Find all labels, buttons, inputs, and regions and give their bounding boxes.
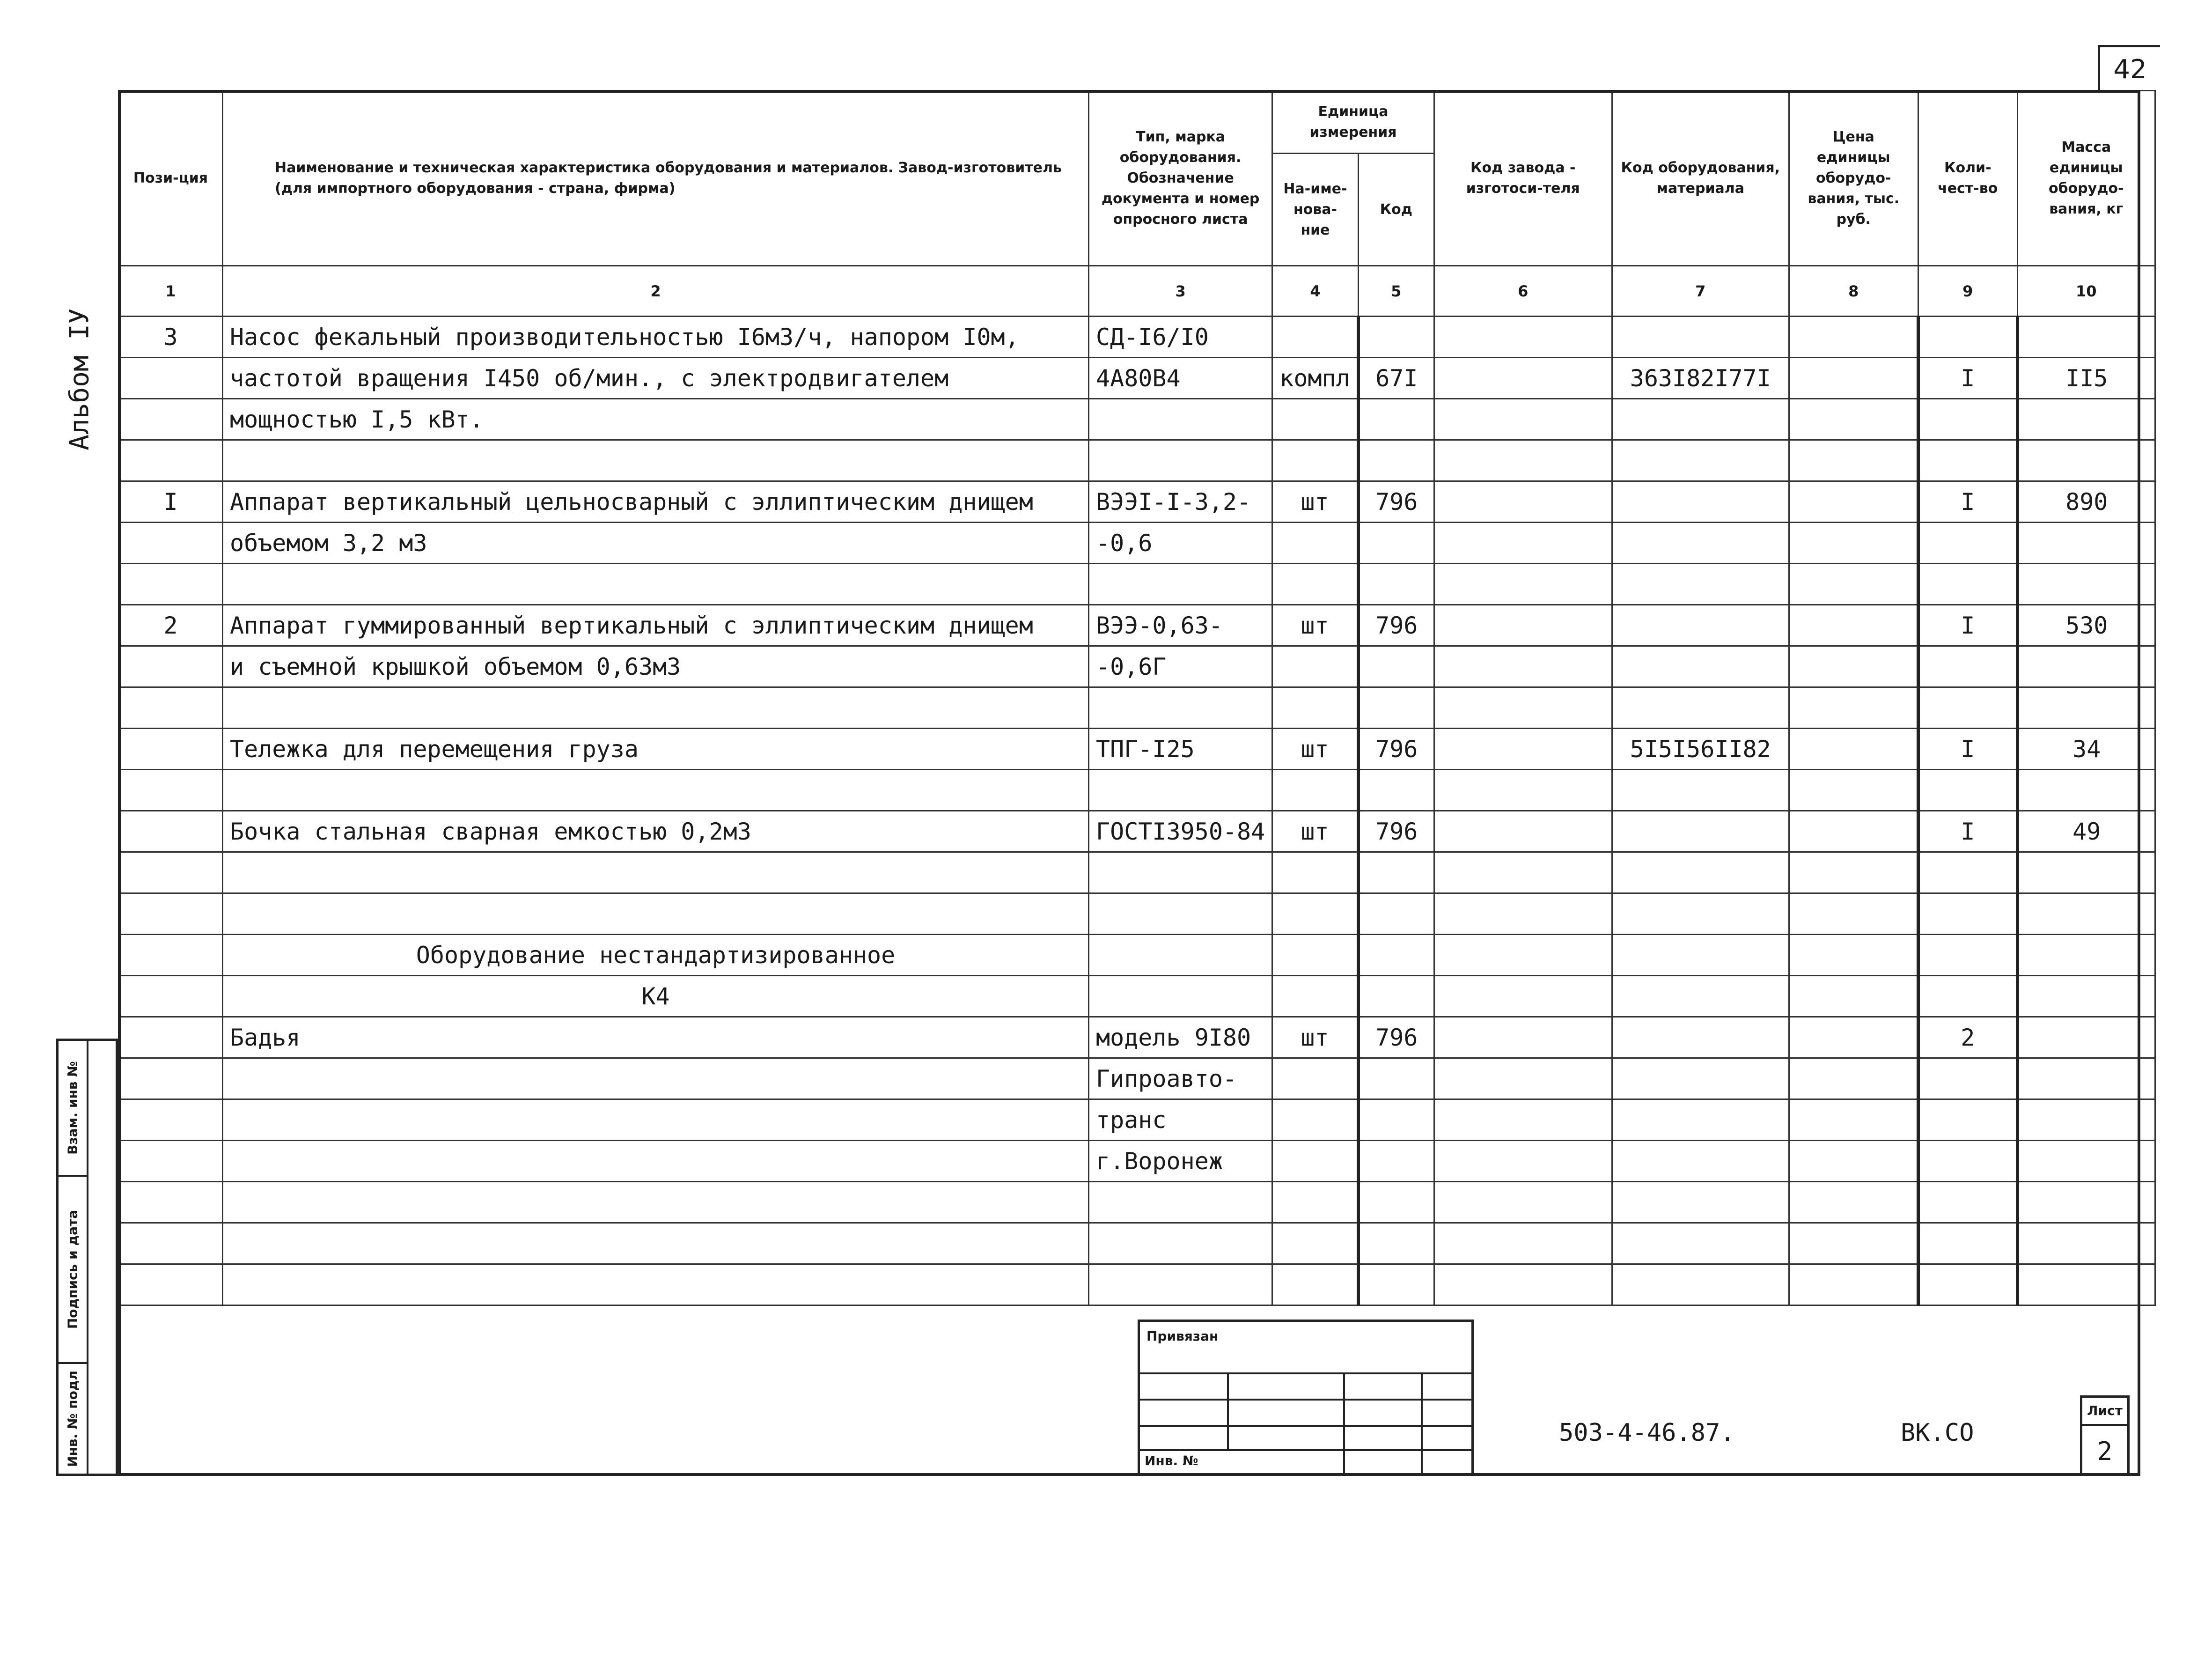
column-number: 5 xyxy=(1358,266,1434,317)
name-cell: объемом 3,2 м3 xyxy=(223,523,1089,564)
header-unit-code: Код xyxy=(1358,154,1434,266)
unit-code-cell: 796 xyxy=(1358,481,1434,523)
header-quantity: Коли-чест-во xyxy=(1918,91,2017,266)
header-type: Тип, марка оборудования. Обозначение документа и номер опросного листа xyxy=(1089,91,1272,266)
unit-name-cell: шт xyxy=(1272,1017,1359,1058)
unit-name-cell: шт xyxy=(1272,811,1359,852)
type-cell: ВЭЭI-I-3,2- xyxy=(1089,481,1272,523)
header-equipment-code: Код оборудования, материала xyxy=(1612,91,1789,266)
album-label-text: Альбом IУ xyxy=(64,308,95,450)
type-cell: ТПГ-I25 xyxy=(1089,729,1272,770)
document-mark: ВК.СО xyxy=(1901,1419,1974,1447)
type-cell: ГОСТI3950-84 xyxy=(1089,811,1272,852)
unit-name-cell: шт xyxy=(1272,605,1359,646)
name-cell: Аппарат гуммированный вертикальный с эллиптическим днищем xyxy=(223,605,1089,646)
strip-label: Взам. инв № xyxy=(65,1061,81,1155)
position-cell: 2 xyxy=(119,605,223,646)
quantity-cell: I xyxy=(1918,481,2017,523)
title-block xyxy=(1138,1320,1474,1476)
name-cell: частотой вращения I450 об/мин., с электродвигателем xyxy=(223,358,1089,399)
title-block-line xyxy=(1421,1372,1423,1475)
type-cell: СД-I6/I0 xyxy=(1089,317,1272,358)
type-cell: г.Воронеж xyxy=(1089,1141,1272,1182)
name-cell: Бочка стальная сварная емкостью 0,2м3 xyxy=(223,811,1089,852)
quantity-cell: I xyxy=(1918,605,2017,646)
title-block-line xyxy=(1227,1372,1229,1450)
mass-cell: II5 xyxy=(2017,358,2155,399)
name-cell: Бадья xyxy=(223,1017,1089,1058)
column-number: 6 xyxy=(1434,266,1612,317)
name-cell: Тележка для перемещения груза xyxy=(223,729,1089,770)
header-name: Наименование и техническая характеристика оборудования и материалов. Завод-изготовитель (для импортного оборудования - страна, фирма) xyxy=(223,91,1089,266)
quantity-cell: I xyxy=(1918,358,2017,399)
mass-cell: 890 xyxy=(2017,481,2155,523)
column-number: 1 xyxy=(119,266,223,317)
strip-cell-replace xyxy=(59,1041,87,1177)
type-cell: транс xyxy=(1089,1099,1272,1141)
mass-cell: 530 xyxy=(2017,605,2155,646)
sheet-number: 2 xyxy=(2097,1437,2113,1466)
name-cell: Насос фекальный производительностью I6м3/ч, напором I0м, xyxy=(223,317,1089,358)
position-cell: I xyxy=(119,481,223,523)
position-cell: 3 xyxy=(119,317,223,358)
unit-code-cell: 67I xyxy=(1358,358,1434,399)
column-number: 2 xyxy=(223,266,1089,317)
strip-divider xyxy=(87,1041,88,1474)
mass-cell: 49 xyxy=(2017,811,2155,852)
sheet-label: Лист xyxy=(2082,1398,2127,1426)
quantity-cell: 2 xyxy=(1918,1017,2017,1058)
privyazan-label: Привязан xyxy=(1146,1328,1219,1344)
unit-code-cell: 796 xyxy=(1358,1017,1434,1058)
header-unit: Единица измерения xyxy=(1272,91,1434,154)
column-number: 7 xyxy=(1612,266,1789,317)
unit-name-cell: компл xyxy=(1272,358,1359,399)
type-cell: -0,6Г xyxy=(1089,646,1272,687)
name-cell: и съемной крышкой объемом 0,63м3 xyxy=(223,646,1089,687)
strip-label: Подпись и дата xyxy=(65,1209,81,1329)
equipment-code-cell: 5I5I56II82 xyxy=(1612,729,1789,770)
unit-code-cell: 796 xyxy=(1358,811,1434,852)
sheet-frame xyxy=(118,90,2140,1476)
page-number: 42 xyxy=(2098,45,2160,92)
equipment-code-cell: 363I82I77I xyxy=(1612,358,1789,399)
column-number: 9 xyxy=(1918,266,2017,317)
column-number: 3 xyxy=(1089,266,1272,317)
strip-label: Инв. № подл xyxy=(65,1370,81,1467)
type-cell: ВЭЭ-0,63- xyxy=(1089,605,1272,646)
column-number: 10 xyxy=(2017,266,2155,317)
album-label xyxy=(56,304,103,454)
document-code: 503-4-46.87. xyxy=(1559,1419,1735,1447)
unit-code-cell: 796 xyxy=(1358,605,1434,646)
header-position: Пози-ция xyxy=(119,91,223,266)
type-cell: -0,6 xyxy=(1089,523,1272,564)
side-strip xyxy=(56,1039,118,1476)
name-cell: Аппарат вертикальный цельносварный с эллиптическим днищем xyxy=(223,481,1089,523)
inventory-number-label: Инв. № xyxy=(1145,1453,1198,1468)
unit-name-cell: шт xyxy=(1272,729,1359,770)
quantity-cell: I xyxy=(1918,729,2017,770)
strip-cell-signature xyxy=(59,1177,87,1364)
header-mass: Масса единицы оборудо-вания, кг xyxy=(2017,91,2155,266)
unit-code-cell: 796 xyxy=(1358,729,1434,770)
header-plant-code: Код завода - изготоси-теля xyxy=(1434,91,1612,266)
type-cell: Гипроавто- xyxy=(1089,1058,1272,1099)
column-number: 8 xyxy=(1789,266,1918,317)
name-cell: К4 xyxy=(223,976,1089,1017)
type-cell: модель 9I80 xyxy=(1089,1017,1272,1058)
name-cell: Оборудование нестандартизированное xyxy=(223,935,1089,976)
header-unit-name: На-име-нова-ние xyxy=(1272,154,1359,266)
header-price: Цена единицы оборудо-вания, тыс. руб. xyxy=(1789,91,1918,266)
mass-cell: 34 xyxy=(2017,729,2155,770)
strip-cell-inventory xyxy=(59,1364,87,1474)
quantity-cell: I xyxy=(1918,811,2017,852)
type-cell: 4А80В4 xyxy=(1089,358,1272,399)
unit-name-cell: шт xyxy=(1272,481,1359,523)
name-cell: мощностью I,5 кВт. xyxy=(223,399,1089,440)
title-block-line xyxy=(1343,1372,1345,1475)
sheet-box xyxy=(2080,1395,2130,1476)
column-number: 4 xyxy=(1272,266,1359,317)
